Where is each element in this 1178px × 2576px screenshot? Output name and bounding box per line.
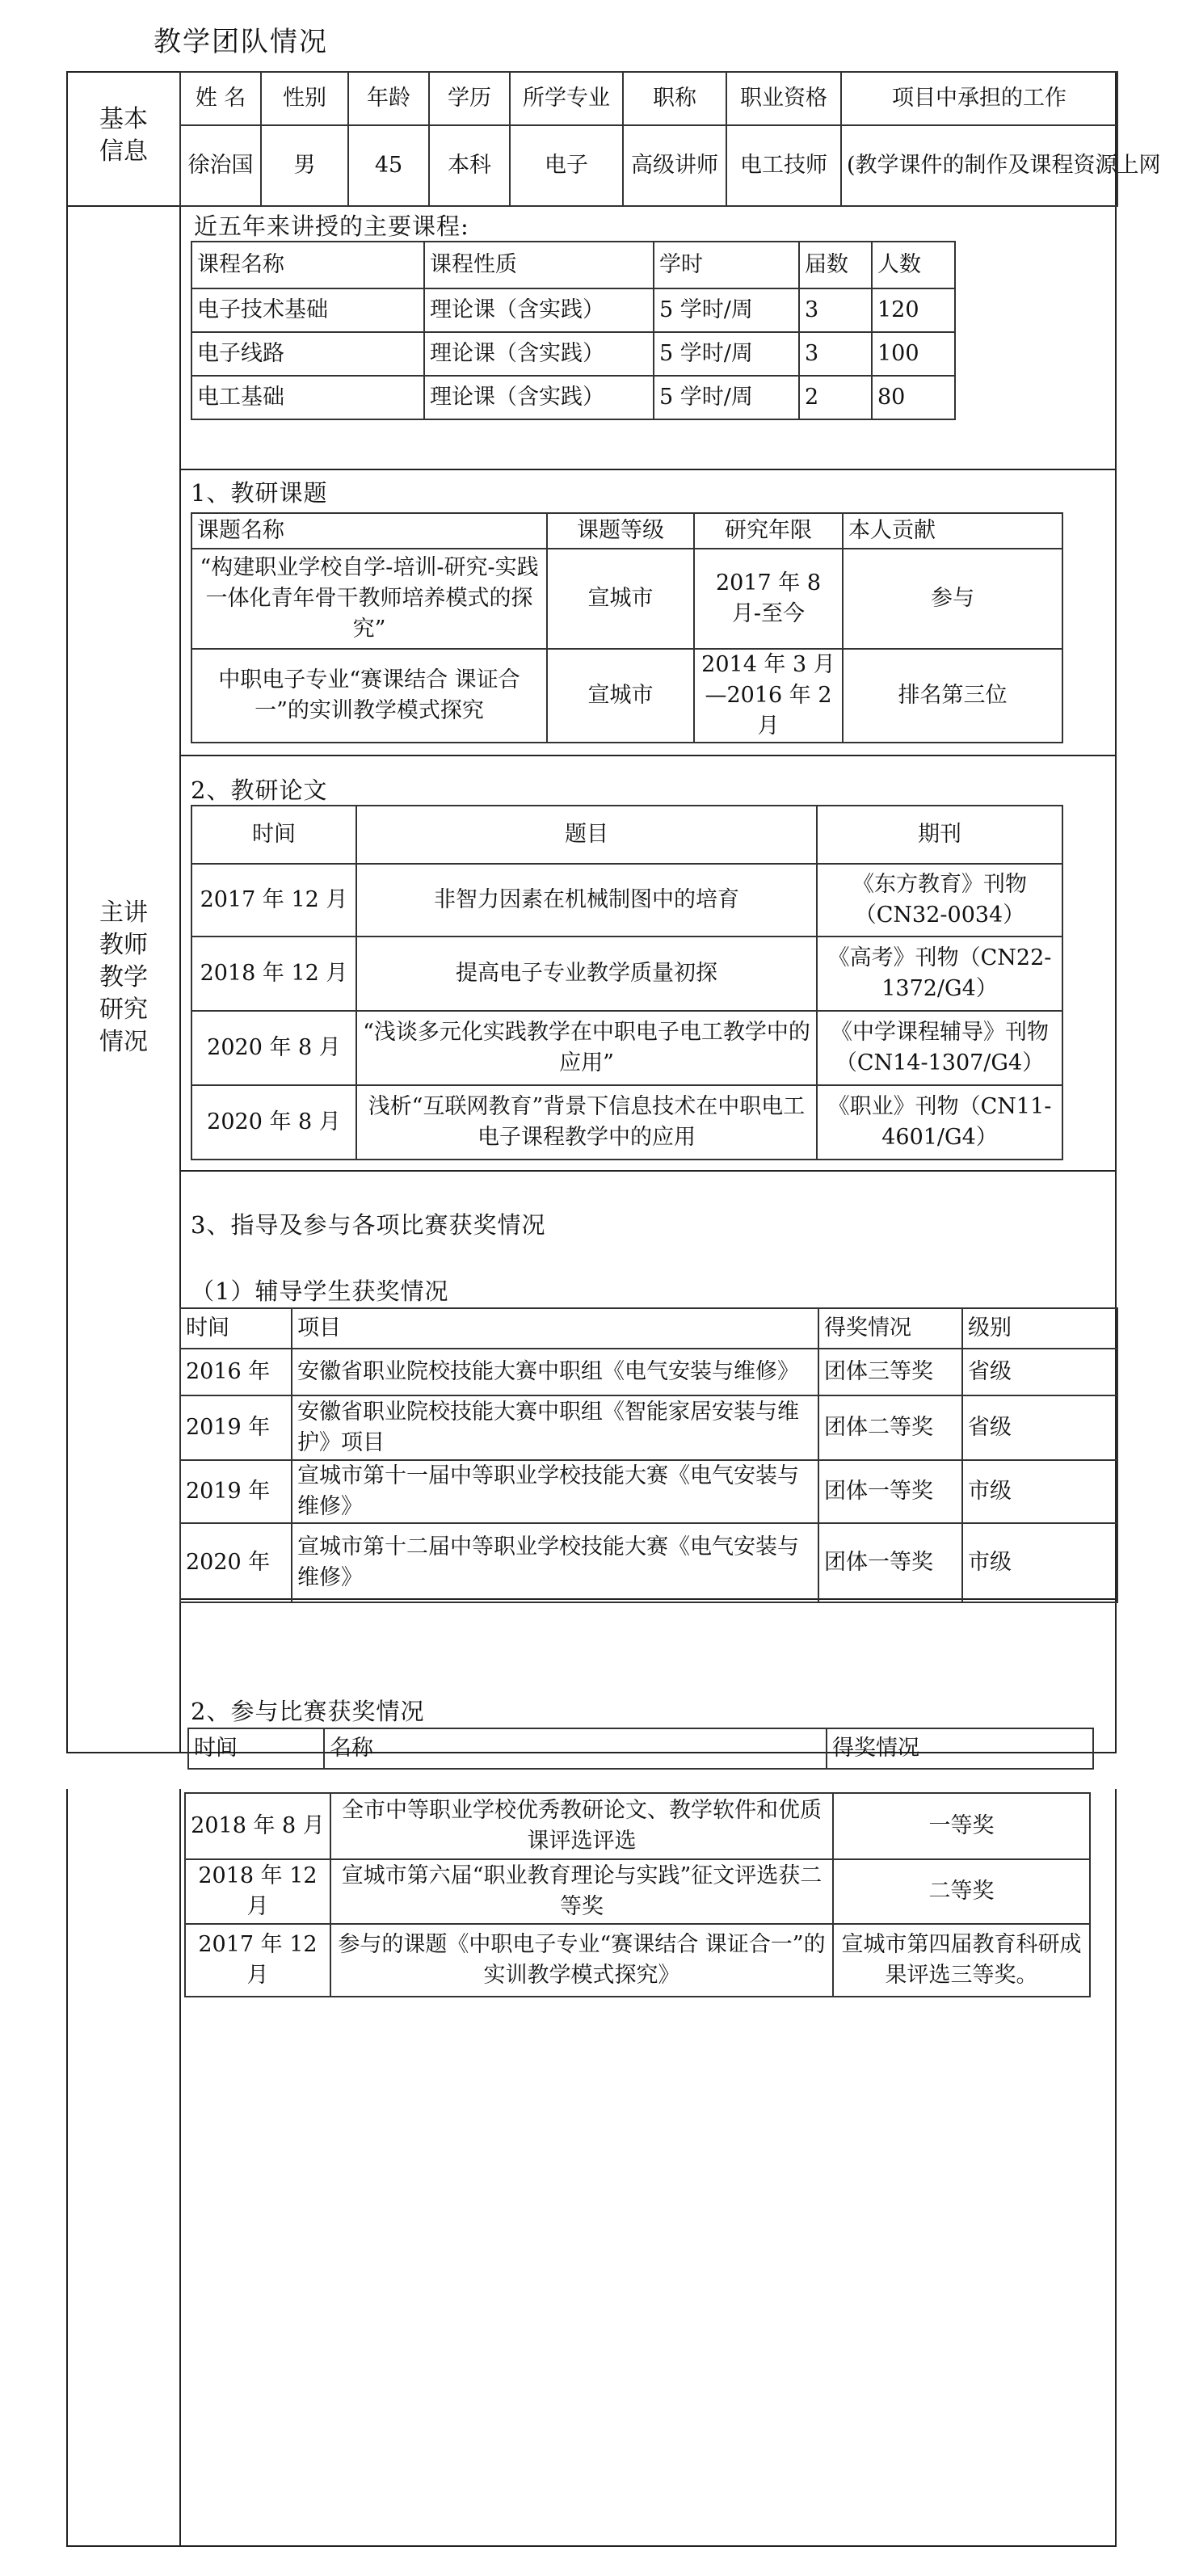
project-header-name: 课题名称 [191, 513, 547, 549]
course-cell: 3 [799, 288, 872, 332]
course-header-name: 课程名称 [191, 242, 424, 288]
competition-cell: 2018 年 12 月 [185, 1859, 330, 1924]
papers-divider [179, 1170, 1117, 1172]
course-cell: 3 [799, 332, 872, 376]
table-row [191, 549, 1062, 649]
table-row [185, 1859, 1090, 1924]
paper-cell: 2020 年 8 月 [191, 1085, 356, 1160]
basic-info-table [179, 71, 1161, 207]
award-cell: 宣城市第十一届中等职业学校技能大赛《电气安装与维修》 [292, 1460, 818, 1523]
competition-header-date: 时间 [188, 1728, 324, 1769]
award-cell: 宣城市第十二届中等职业学校技能大赛《电气安装与维修》 [292, 1523, 818, 1602]
competition-header-result: 得奖情况 [827, 1728, 1093, 1769]
award-cell: 市级 [962, 1523, 1117, 1602]
courses-table [191, 241, 956, 420]
value-major: 电子 [510, 125, 623, 206]
award-cell: 2016 年 [180, 1349, 292, 1395]
course-header-sessions: 届数 [799, 242, 872, 288]
competition-cell: 2018 年 8 月 [185, 1793, 330, 1859]
competitions-header-table [187, 1728, 1094, 1770]
table-row [185, 1924, 1090, 1997]
table-row [191, 649, 1062, 743]
project-header-period: 研究年限 [694, 513, 843, 549]
page2-column-divider [179, 1789, 181, 2547]
value-gender: 男 [261, 125, 348, 206]
table-row [185, 1793, 1090, 1859]
competition-cell: 参与的课题《中职电子专业“赛课结合 课证合一”的实训教学模式探究》 [330, 1924, 833, 1997]
project-cell: 2014 年 3 月—2016 年 2 月 [694, 649, 843, 743]
course-cell: 理论课（含实践） [424, 288, 654, 332]
header-education: 学历 [429, 72, 510, 125]
award-cell: 省级 [962, 1395, 1117, 1460]
project-header-level: 课题等级 [547, 513, 694, 549]
competition-cell: 宣城市第六届“职业教育理论与实践”征文评选获二等奖 [330, 1859, 833, 1924]
table-row [180, 1349, 1117, 1395]
award-cell: 团体一等奖 [818, 1460, 962, 1523]
courses-heading: 近五年来讲授的主要课程: [194, 213, 469, 240]
course-cell: 5 学时/周 [654, 288, 799, 332]
table-row [180, 1395, 1117, 1460]
table-row [191, 937, 1062, 1011]
paper-cell: 《高考》刊物（CN22-1372/G4） [817, 937, 1062, 1011]
award-cell: 省级 [962, 1349, 1117, 1395]
header-name: 姓 名 [180, 72, 261, 125]
award-cell: 市级 [962, 1460, 1117, 1523]
project-cell: 宣城市 [547, 549, 694, 649]
header-gender: 性别 [261, 72, 348, 125]
table-row [191, 288, 955, 332]
award-cell: 安徽省职业院校技能大赛中职组《智能家居安装与维护》项目 [292, 1395, 818, 1460]
value-age: 45 [348, 125, 429, 206]
table-row [191, 376, 955, 419]
papers-table [191, 805, 1063, 1160]
value-education: 本科 [429, 125, 510, 206]
awards-heading: 3、指导及参与各项比赛获奖情况 [191, 1211, 546, 1239]
value-title: 高级讲师 [623, 125, 726, 206]
project-header-contribution: 本人贡献 [843, 513, 1062, 549]
header-role: 项目中承担的工作 [841, 72, 1117, 125]
award-header-result: 得奖情况 [818, 1308, 962, 1349]
course-cell: 电工基础 [191, 376, 424, 419]
paper-cell: 《职业》刊物（CN11-4601/G4） [817, 1085, 1062, 1160]
course-cell: 80 [872, 376, 955, 419]
project-cell: 2017 年 8 月-至今 [694, 549, 843, 649]
award-header-project: 项目 [292, 1308, 818, 1349]
page2-bottom-border [66, 2545, 1117, 2547]
project-cell: 排名第三位 [843, 649, 1062, 743]
value-qualification: 电工技师 [726, 125, 841, 206]
course-cell: 2 [799, 376, 872, 419]
competition-header-name: 名称 [324, 1728, 827, 1769]
paper-cell: 2020 年 8 月 [191, 1011, 356, 1085]
paper-cell: 浅析“互联网教育”背景下信息技术在中职电工电子课程教学中的应用 [356, 1085, 817, 1160]
award-header-level: 级别 [962, 1308, 1117, 1349]
award-cell: 2019 年 [180, 1395, 292, 1460]
competitions-table [184, 1792, 1091, 1997]
course-cell: 电子技术基础 [191, 288, 424, 332]
paper-cell: 提高电子专业教学质量初探 [356, 937, 817, 1011]
table-row [191, 332, 955, 376]
paper-header-journal: 期刊 [817, 806, 1062, 864]
project-cell: 中职电子专业“赛课结合 课证合一”的实训教学模式探究 [191, 649, 547, 743]
course-cell: 100 [872, 332, 955, 376]
value-role: (教学课件的制作及课程资源上网 [841, 125, 1117, 206]
competition-cell: 一等奖 [833, 1793, 1090, 1859]
paper-cell: 2018 年 12 月 [191, 937, 356, 1011]
award-cell: 团体一等奖 [818, 1523, 962, 1602]
award-cell: 团体三等奖 [818, 1349, 962, 1395]
paper-header-date: 时间 [191, 806, 356, 864]
course-cell: 120 [872, 288, 955, 332]
table-row [180, 1523, 1117, 1602]
page-title: 教学团队情况 [154, 26, 328, 58]
projects-heading: 1、教研课题 [191, 479, 328, 507]
page2-left-border [66, 1789, 68, 2547]
table-row [191, 864, 1062, 937]
award-cell: 2020 年 [180, 1523, 292, 1602]
competition-cell: 2017 年 12 月 [185, 1924, 330, 1997]
paper-cell: 《东方教育》刊物（CN32-0034） [817, 864, 1062, 937]
course-header-students: 人数 [872, 242, 955, 288]
papers-heading: 2、教研论文 [191, 777, 328, 804]
awards-subheading: （1）辅导学生获奖情况 [191, 1277, 449, 1305]
course-cell: 5 学时/周 [654, 332, 799, 376]
paper-cell: 《中学课程辅导》刊物（CN14-1307/G4） [817, 1011, 1062, 1085]
course-cell: 理论课（含实践） [424, 376, 654, 419]
paper-header-title: 题目 [356, 806, 817, 864]
table-row [191, 1011, 1062, 1085]
competition-cell: 全市中等职业学校优秀教研论文、教学软件和优质课评选评选 [330, 1793, 833, 1859]
course-cell: 电子线路 [191, 332, 424, 376]
projects-table [191, 512, 1063, 743]
page2-right-border [1115, 1789, 1117, 2547]
table-row [180, 1460, 1117, 1523]
project-cell: “构建职业学校自学-培训-研究-实践一体化青年骨干教师培养模式的探究” [191, 549, 547, 649]
course-cell: 理论课（含实践） [424, 332, 654, 376]
course-cell: 5 学时/周 [654, 376, 799, 419]
course-header-type: 课程性质 [424, 242, 654, 288]
paper-cell: 非智力因素在机械制图中的培育 [356, 864, 817, 937]
header-major: 所学专业 [510, 72, 623, 125]
table-row [191, 1085, 1062, 1160]
basic-info-label: 基本 信息 [99, 105, 148, 166]
value-name: 徐治国 [180, 125, 261, 206]
courses-divider [179, 469, 1117, 470]
project-cell: 宣城市 [547, 649, 694, 743]
award-cell: 团体二等奖 [818, 1395, 962, 1460]
award-header-date: 时间 [180, 1308, 292, 1349]
competition-cell: 宣城市第四届教育科研成果评选三等奖。 [833, 1924, 1090, 1997]
header-age: 年龄 [348, 72, 429, 125]
research-section-label: 主讲 教师 教学 研究 情况 [99, 899, 148, 1056]
paper-cell: “浅谈多元化实践教学在中职电子电工教学中的应用” [356, 1011, 817, 1085]
header-qualification: 职业资格 [726, 72, 841, 125]
competitions-heading: 2、参与比赛获奖情况 [191, 1698, 425, 1725]
project-cell: 参与 [843, 549, 1062, 649]
competition-cell: 二等奖 [833, 1859, 1090, 1924]
paper-cell: 2017 年 12 月 [191, 864, 356, 937]
header-title: 职称 [623, 72, 726, 125]
course-header-hours: 学时 [654, 242, 799, 288]
award-cell: 安徽省职业院校技能大赛中职组《电气安装与维修》 [292, 1349, 818, 1395]
awards-table [179, 1307, 1118, 1603]
projects-divider [179, 755, 1117, 756]
award-cell: 2019 年 [180, 1460, 292, 1523]
